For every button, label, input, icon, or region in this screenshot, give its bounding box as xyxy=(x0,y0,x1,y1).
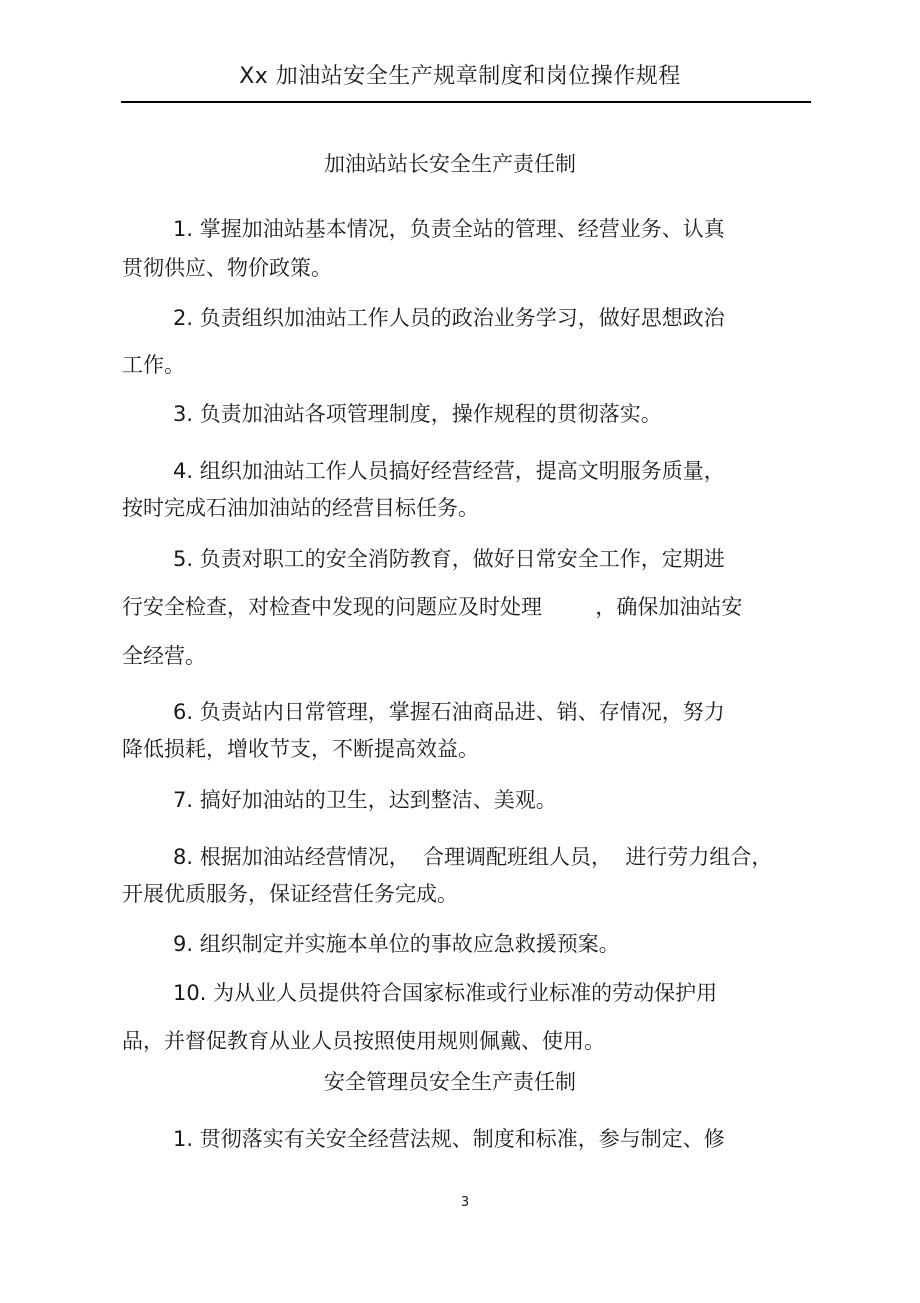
item-8-line-2: 开展优质服务，保证经营任务完成。 xyxy=(122,882,458,906)
item-3-line-1: 3. 负责加油站各项管理制度，操作规程的贯彻落实。 xyxy=(173,402,662,426)
document-header-title: Xx 加油站安全生产规章制度和岗位操作规程 xyxy=(239,64,681,89)
item-1-line-1: 1. 掌握加油站基本情况，负责全站的管理、经营业务、认真 xyxy=(173,217,725,241)
item-10-line-1: 10. 为从业人员提供符合国家标准或行业标准的劳动保护用 xyxy=(173,981,718,1005)
item-1-line-2: 贯彻供应、物价政策。 xyxy=(122,256,332,280)
item-8-line-1: 8. 根据加油站经营情况， 合理调配班组人员， 进行劳力组合， xyxy=(173,845,773,869)
item-2-line-1: 2. 负责组织加油站工作人员的政治业务学习，做好思想政治 xyxy=(173,306,725,330)
item-5-line-2: 行安全检查，对检查中发现的问题应及时处理 ，确保加油站安 xyxy=(122,595,743,619)
item-7-line-1: 7. 搞好加油站的卫生，达到整洁、美观。 xyxy=(173,788,557,812)
item-5-line-1: 5. 负责对职工的安全消防教育，做好日常安全工作，定期进 xyxy=(173,547,725,571)
item-10-line-2: 品，并督促教育从业人员按照使用规则佩戴、使用。 xyxy=(122,1029,605,1053)
item-6-line-1: 6. 负责站内日常管理，掌握石油商品进、销、存情况，努力 xyxy=(173,700,725,724)
item-5-line-3: 全经营。 xyxy=(122,644,206,668)
section-title-station-master: 加油站站长安全生产责任制 xyxy=(324,152,576,176)
section-title-safety-officer: 安全管理员安全生产责任制 xyxy=(324,1070,576,1094)
item-4-line-1: 4. 组织加油站工作人员搞好经营经营，提高文明服务质量， xyxy=(173,459,725,483)
header-divider xyxy=(121,101,811,103)
section2-item-1-line-1: 1. 贯彻落实有关安全经营法规、制度和标准，参与制定、修 xyxy=(173,1127,725,1151)
item-6-line-2: 降低损耗，增收节支，不断提高效益。 xyxy=(122,737,479,761)
page-number: 3 xyxy=(460,1195,470,1210)
item-9-line-1: 9. 组织制定并实施本单位的事故应急救援预案。 xyxy=(173,932,620,956)
item-2-line-2: 工作。 xyxy=(122,353,185,377)
item-4-line-2: 按时完成石油加油站的经营目标任务。 xyxy=(122,496,479,520)
